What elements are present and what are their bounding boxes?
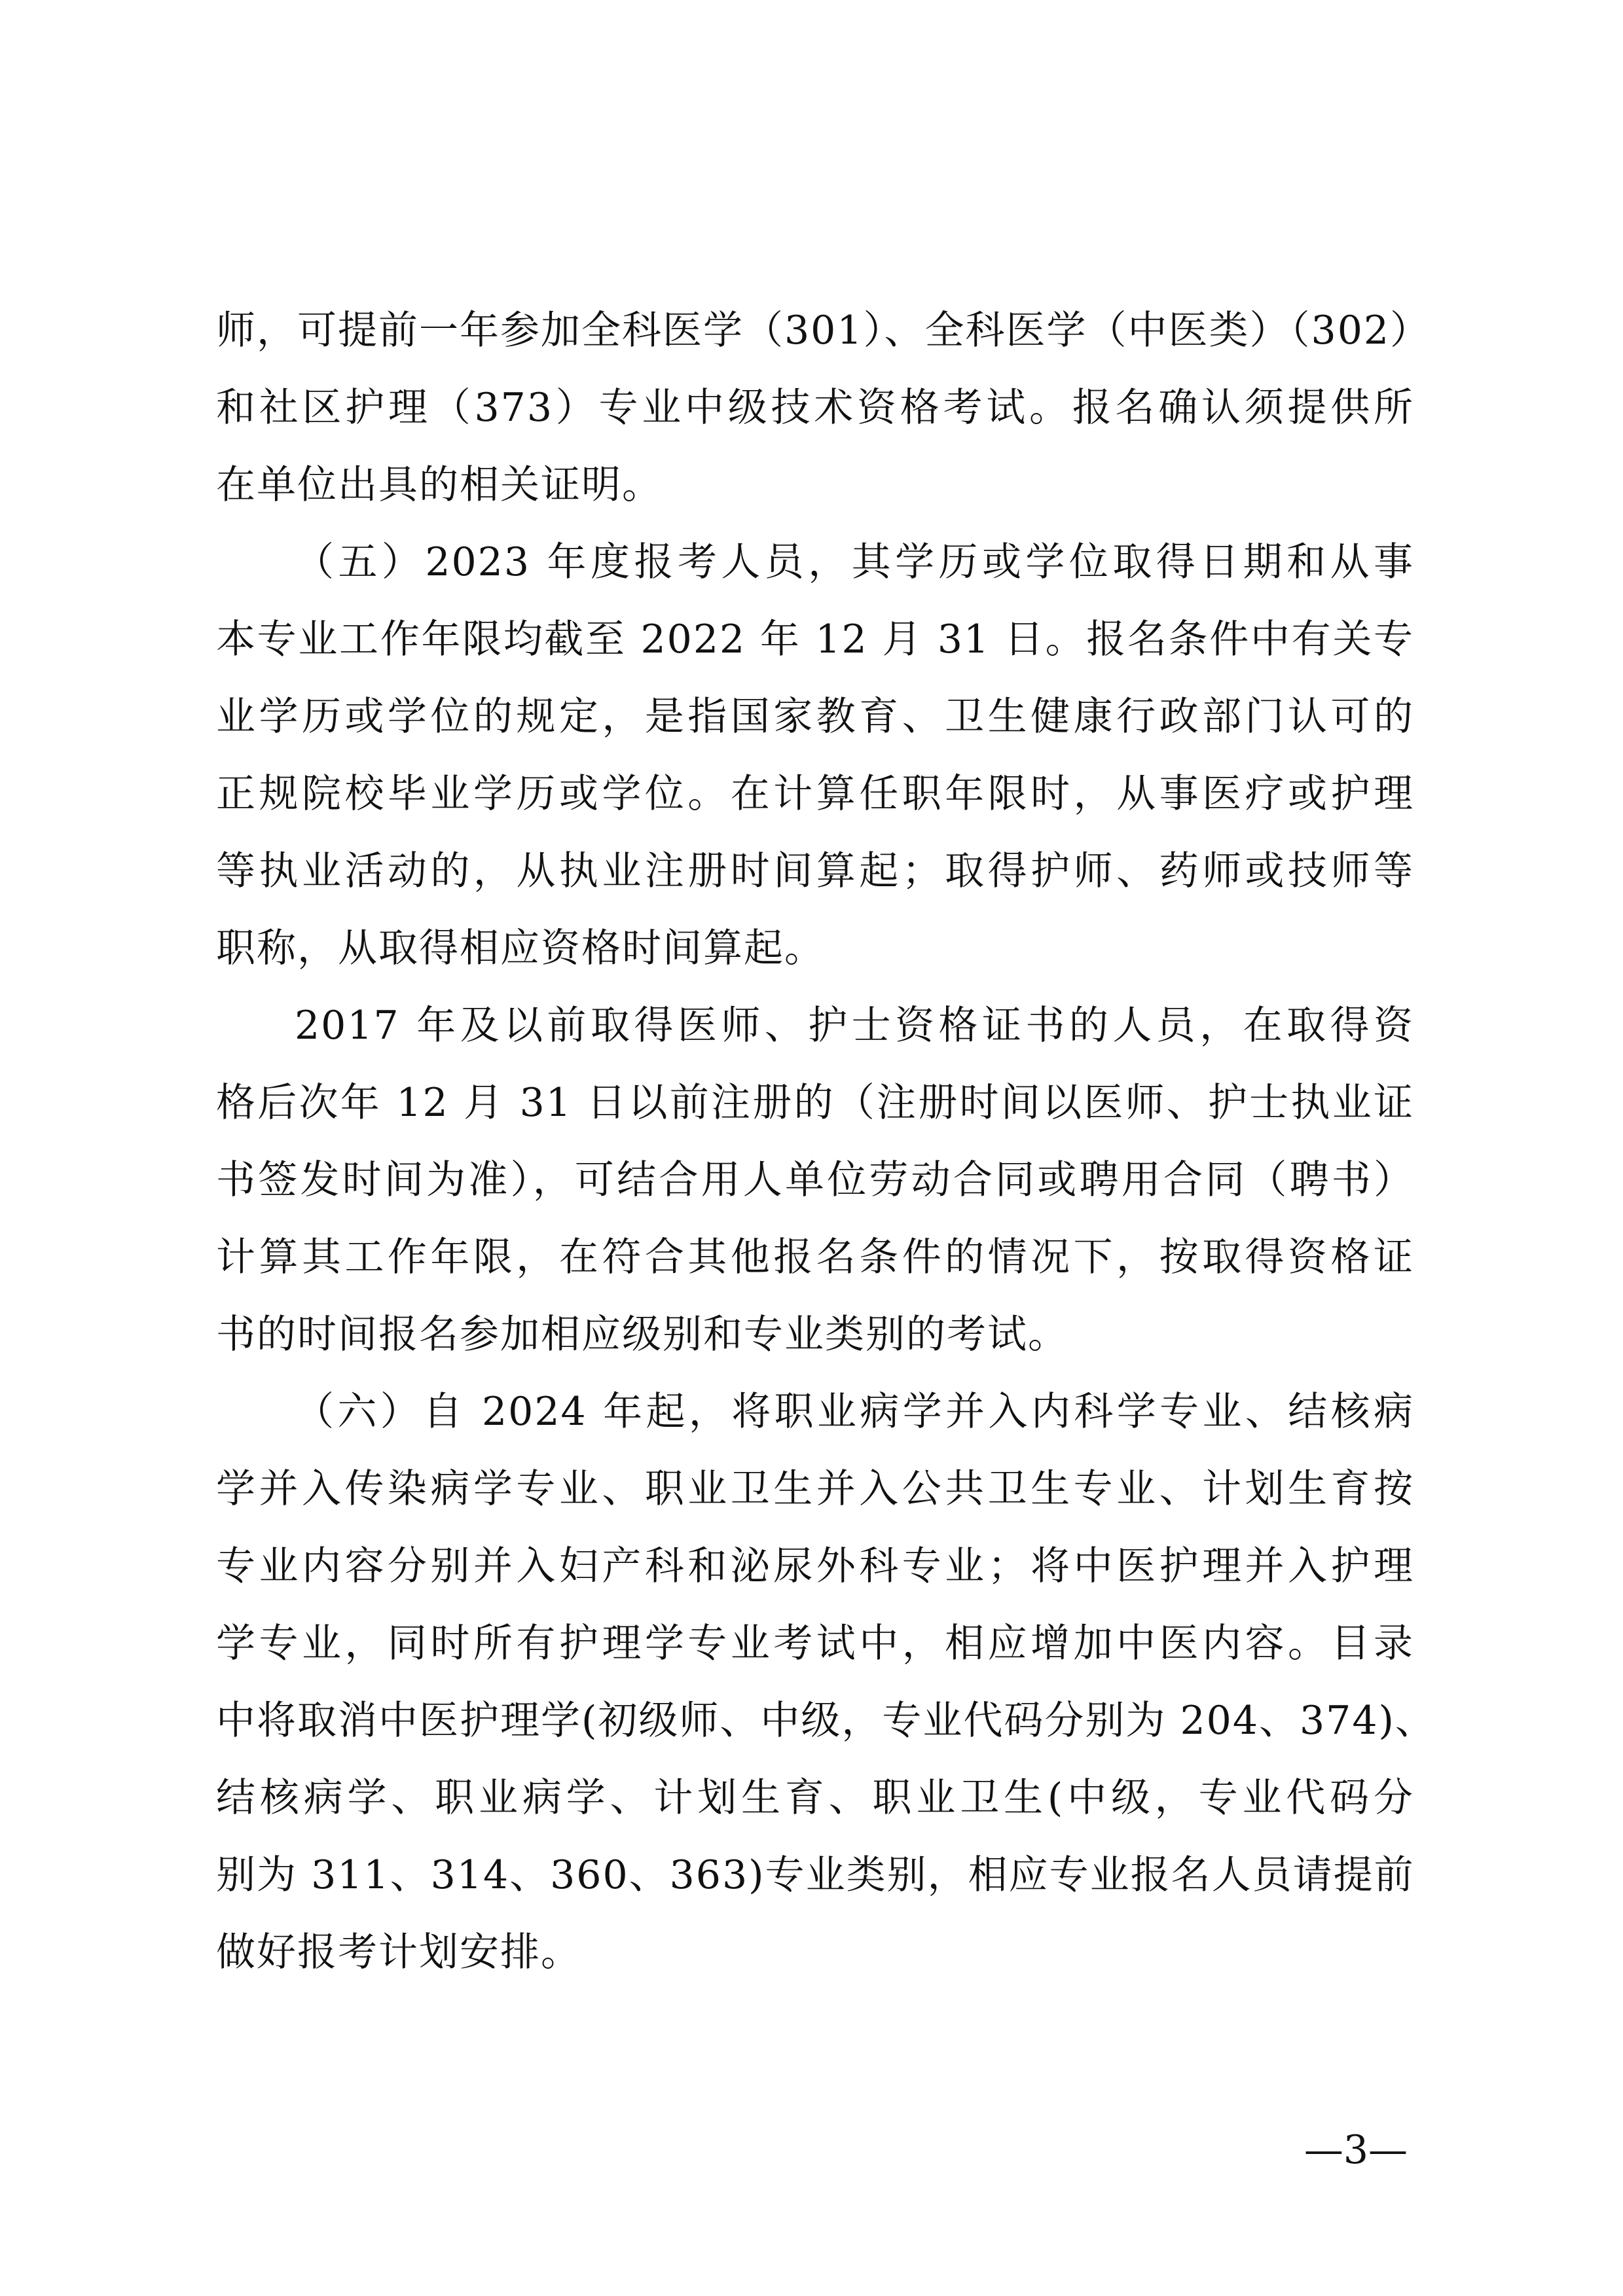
text-line: 学并入传染病学专业、职业卫生并入公共卫生专业、计划生育按 — [216, 1466, 1414, 1512]
text-line: 格后次年 12 月 31 日以前注册的（注册时间以医师、护士执业证 — [216, 1080, 1414, 1126]
text-line: 正规院校毕业学历或学位。在计算任职年限时，从事医疗或护理 — [216, 771, 1414, 817]
text-line: 本专业工作年限均截至 2022 年 12 月 31 日。报名条件中有关专 — [216, 617, 1414, 662]
text-line: 业学历或学位的规定，是指国家教育、卫生健康行政部门认可的 — [216, 694, 1414, 740]
page-number: —3— — [1304, 2127, 1408, 2173]
text-line: 做好报考计划安排。 — [216, 1929, 581, 1975]
text-line: 专业内容分别并入妇产科和泌尿外科专业；将中医护理并入护理 — [216, 1543, 1414, 1589]
text-line: 职称，从取得相应资格时间算起。 — [216, 925, 825, 971]
text-line: 书的时间报名参加相应级别和专业类别的考试。 — [216, 1312, 1068, 1357]
text-line: 中将取消中医护理学(初级师、中级，专业代码分别为 204、374)、 — [216, 1698, 1436, 1744]
paragraph-start-line: 2017 年及以前取得医师、护士资格证书的人员，在取得资 — [295, 1003, 1414, 1049]
text-line: 结核病学、职业病学、计划生育、职业卫生(中级，专业代码分 — [216, 1775, 1414, 1821]
text-line: 和社区护理（373）专业中级技术资格考试。报名确认须提供所 — [216, 385, 1414, 431]
text-line: 学专业，同时所有护理学专业考试中，相应增加中医内容。目录 — [216, 1621, 1414, 1666]
paragraph-heading-line: （五）2023 年度报考人员，其学历或学位取得日期和从事 — [295, 539, 1414, 585]
text-line: 别为 311、314、360、363)专业类别，相应专业报名人员请提前 — [216, 1852, 1415, 1898]
paragraph-heading-line: （六）自 2024 年起，将职业病学并入内科学专业、结核病 — [295, 1389, 1414, 1435]
text-line: 师，可提前一年参加全科医学（301）、全科医学（中医类）（302） — [216, 308, 1431, 353]
text-line: 在单位出具的相关证明。 — [216, 462, 663, 508]
text-line: 计算其工作年限，在符合其他报名条件的情况下，按取得资格证 — [216, 1234, 1414, 1280]
text-line: 书签发时间为准），可结合用人单位劳动合同或聘用合同（聘书） — [216, 1157, 1414, 1203]
text-line: 等执业活动的，从执业注册时间算起；取得护师、药师或技师等 — [216, 848, 1414, 894]
